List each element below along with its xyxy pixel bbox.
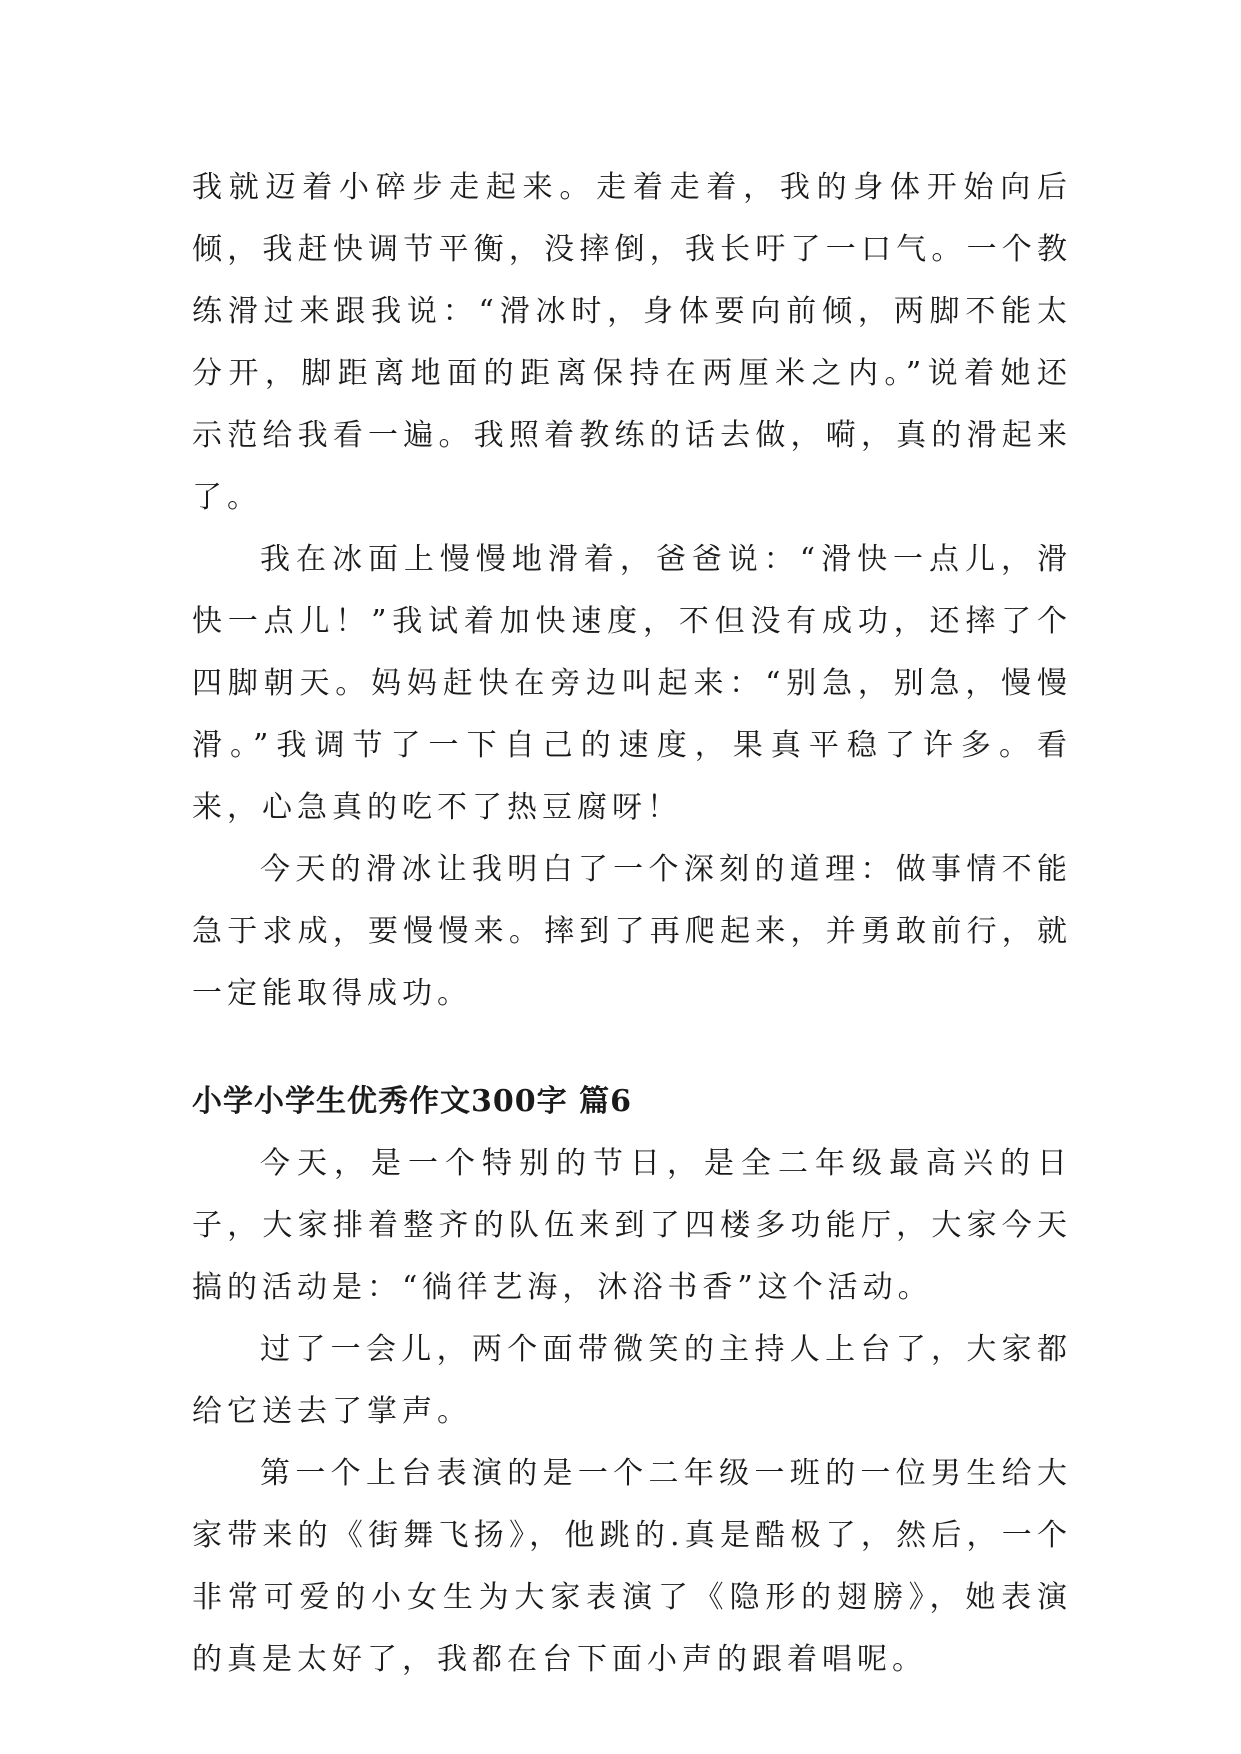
paragraph: 第一个上台表演的是一个二年级一班的一位男生给大家带来的《街舞飞扬》，他跳的.真是酷极了，然后，一个非常可爱的小女生为大家表演了《隐形的翅膀》，她表演的真是太好了，我都在台下面小声的跟着唱呢。 bbox=[192, 1456, 1072, 1677]
paragraph: 今天，是一个特别的节日，是全二年级最高兴的日子，大家排着整齐的队伍来到了四楼多功能厅，大家今天搞的活动是：“徜徉艺海，沐浴书香”这个活动。 bbox=[192, 1146, 1072, 1305]
section-heading: 小学小学生优秀作文300字 篇6 bbox=[192, 1084, 632, 1119]
paragraph: 今天的滑冰让我明白了一个深刻的道理：做事情不能急于求成，要慢慢来。摔到了再爬起来，并勇敢前行，就一定能取得成功。 bbox=[192, 852, 1072, 1011]
document-page bbox=[192, 157, 1072, 1691]
paragraph: 过了一会儿，两个面带微笑的主持人上台了，大家都给它送去了掌声。 bbox=[192, 1332, 1072, 1429]
paragraph: 我在冰面上慢慢地滑着，爸爸说：“滑快一点儿，滑快一点儿！”我试着加快速度，不但没有成功，还摔了个四脚朝天。妈妈赶快在旁边叫起来：“别急，别急，慢慢滑。”我调节了一下自己的速度，果真平稳了许多。看来，心急真的吃不了热豆腐呀！ bbox=[192, 542, 1072, 825]
paragraph: 我就迈着小碎步走起来。走着走着，我的身体开始向后倾，我赶快调节平衡，没摔倒，我长吁了一口气。一个教练滑过来跟我说：“滑冰时，身体要向前倾，两脚不能太分开，脚距离地面的距离保持在两厘米之内。”说着她还示范给我看一遍。我照着教练的话去做，嗬，真的滑起来了。 bbox=[192, 170, 1072, 515]
